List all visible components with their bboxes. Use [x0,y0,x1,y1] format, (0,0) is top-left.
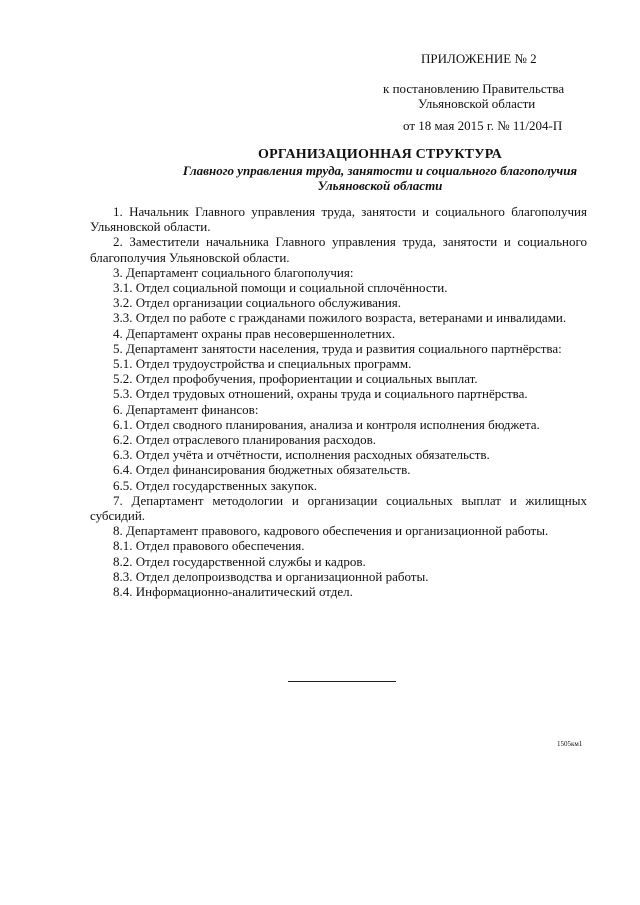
list-item: 5.2. Отдел профобучения, профориентации и социальных выплат. [113,371,478,387]
list-item: 1. Начальник Главного управления труда, занятости и социального благополучия Ульяновской области. [90,204,587,235]
closing-divider [288,681,396,682]
decree-reference-line1-text: к постановлению Правительства [383,81,565,96]
list-item: 2. Заместители начальника Главного управления труда, занятости и социального благополучия Ульяновской области. [90,234,587,265]
list-item: 8.2. Отдел государственной службы и кадров. [113,553,366,569]
document-title: ОРГАНИЗАЦИОННАЯ СТРУКТУРА [258,147,502,162]
structure-list [90,204,587,599]
appendix-number-text: ПРИЛОЖЕНИЕ № 2 [421,51,537,66]
list-item: 6. Департамент финансов: [113,401,259,417]
list-item: 5.1. Отдел трудоустройства и специальных программ. [113,356,412,372]
list-item: 3.2. Отдел организации социального обслуживания. [113,295,402,311]
list-item: 6.4. Отдел финансирования бюджетных обязательств. [113,462,411,478]
list-item: 8.1. Отдел правового обеспечения. [113,538,305,554]
list-item: 4. Департамент охраны прав несовершеннолетних. [113,325,396,341]
document-subtitle-line2: Ульяновской области [317,178,443,193]
list-item: 6.5. Отдел государственных закупок. [113,477,318,493]
list-item: 5. Департамент занятости населения, труда и развития социального партнёрства: [113,340,562,356]
list-item: 5.3. Отдел трудовых отношений, охраны труда и социального партнёрства. [113,386,528,402]
list-item: 8. Департамент правового, кадрового обеспечения и организационной работы. [113,523,549,539]
list-item: 6.3. Отдел учёта и отчётности, исполнения расходных обязательств. [113,447,490,463]
document-subtitle-line1: Главного управления труда, занятости и социального благополучия [182,163,578,178]
list-item: 6.2. Отдел отраслевого планирования расходов. [113,432,377,448]
list-item: 3.3. Отдел по работе с гражданами пожилого возраста, ветеранами и инвалидами. [113,310,567,326]
list-item: 3. Департамент социального благополучия: [113,264,354,280]
list-item: 8.4. Информационно-аналитический отдел. [113,584,353,600]
list-item: 7. Департамент методологии и организации социальных выплат и жилищных субсидий. [90,492,587,524]
list-item: 3.1. Отдел социальной помощи и социальной сплочённости. [113,280,448,296]
list-item: 8.3. Отдел делопроизводства и организационной работы. [113,568,429,584]
decree-date-text: от 18 мая 2015 г. № 11/204-П [403,118,563,133]
decree-reference-line2-text: Ульяновской области [418,96,536,111]
list-item: 6.1. Отдел сводного планирования, анализа и контроля исполнения бюджета. [113,416,540,432]
footer-code: 1505км1 [557,740,583,748]
